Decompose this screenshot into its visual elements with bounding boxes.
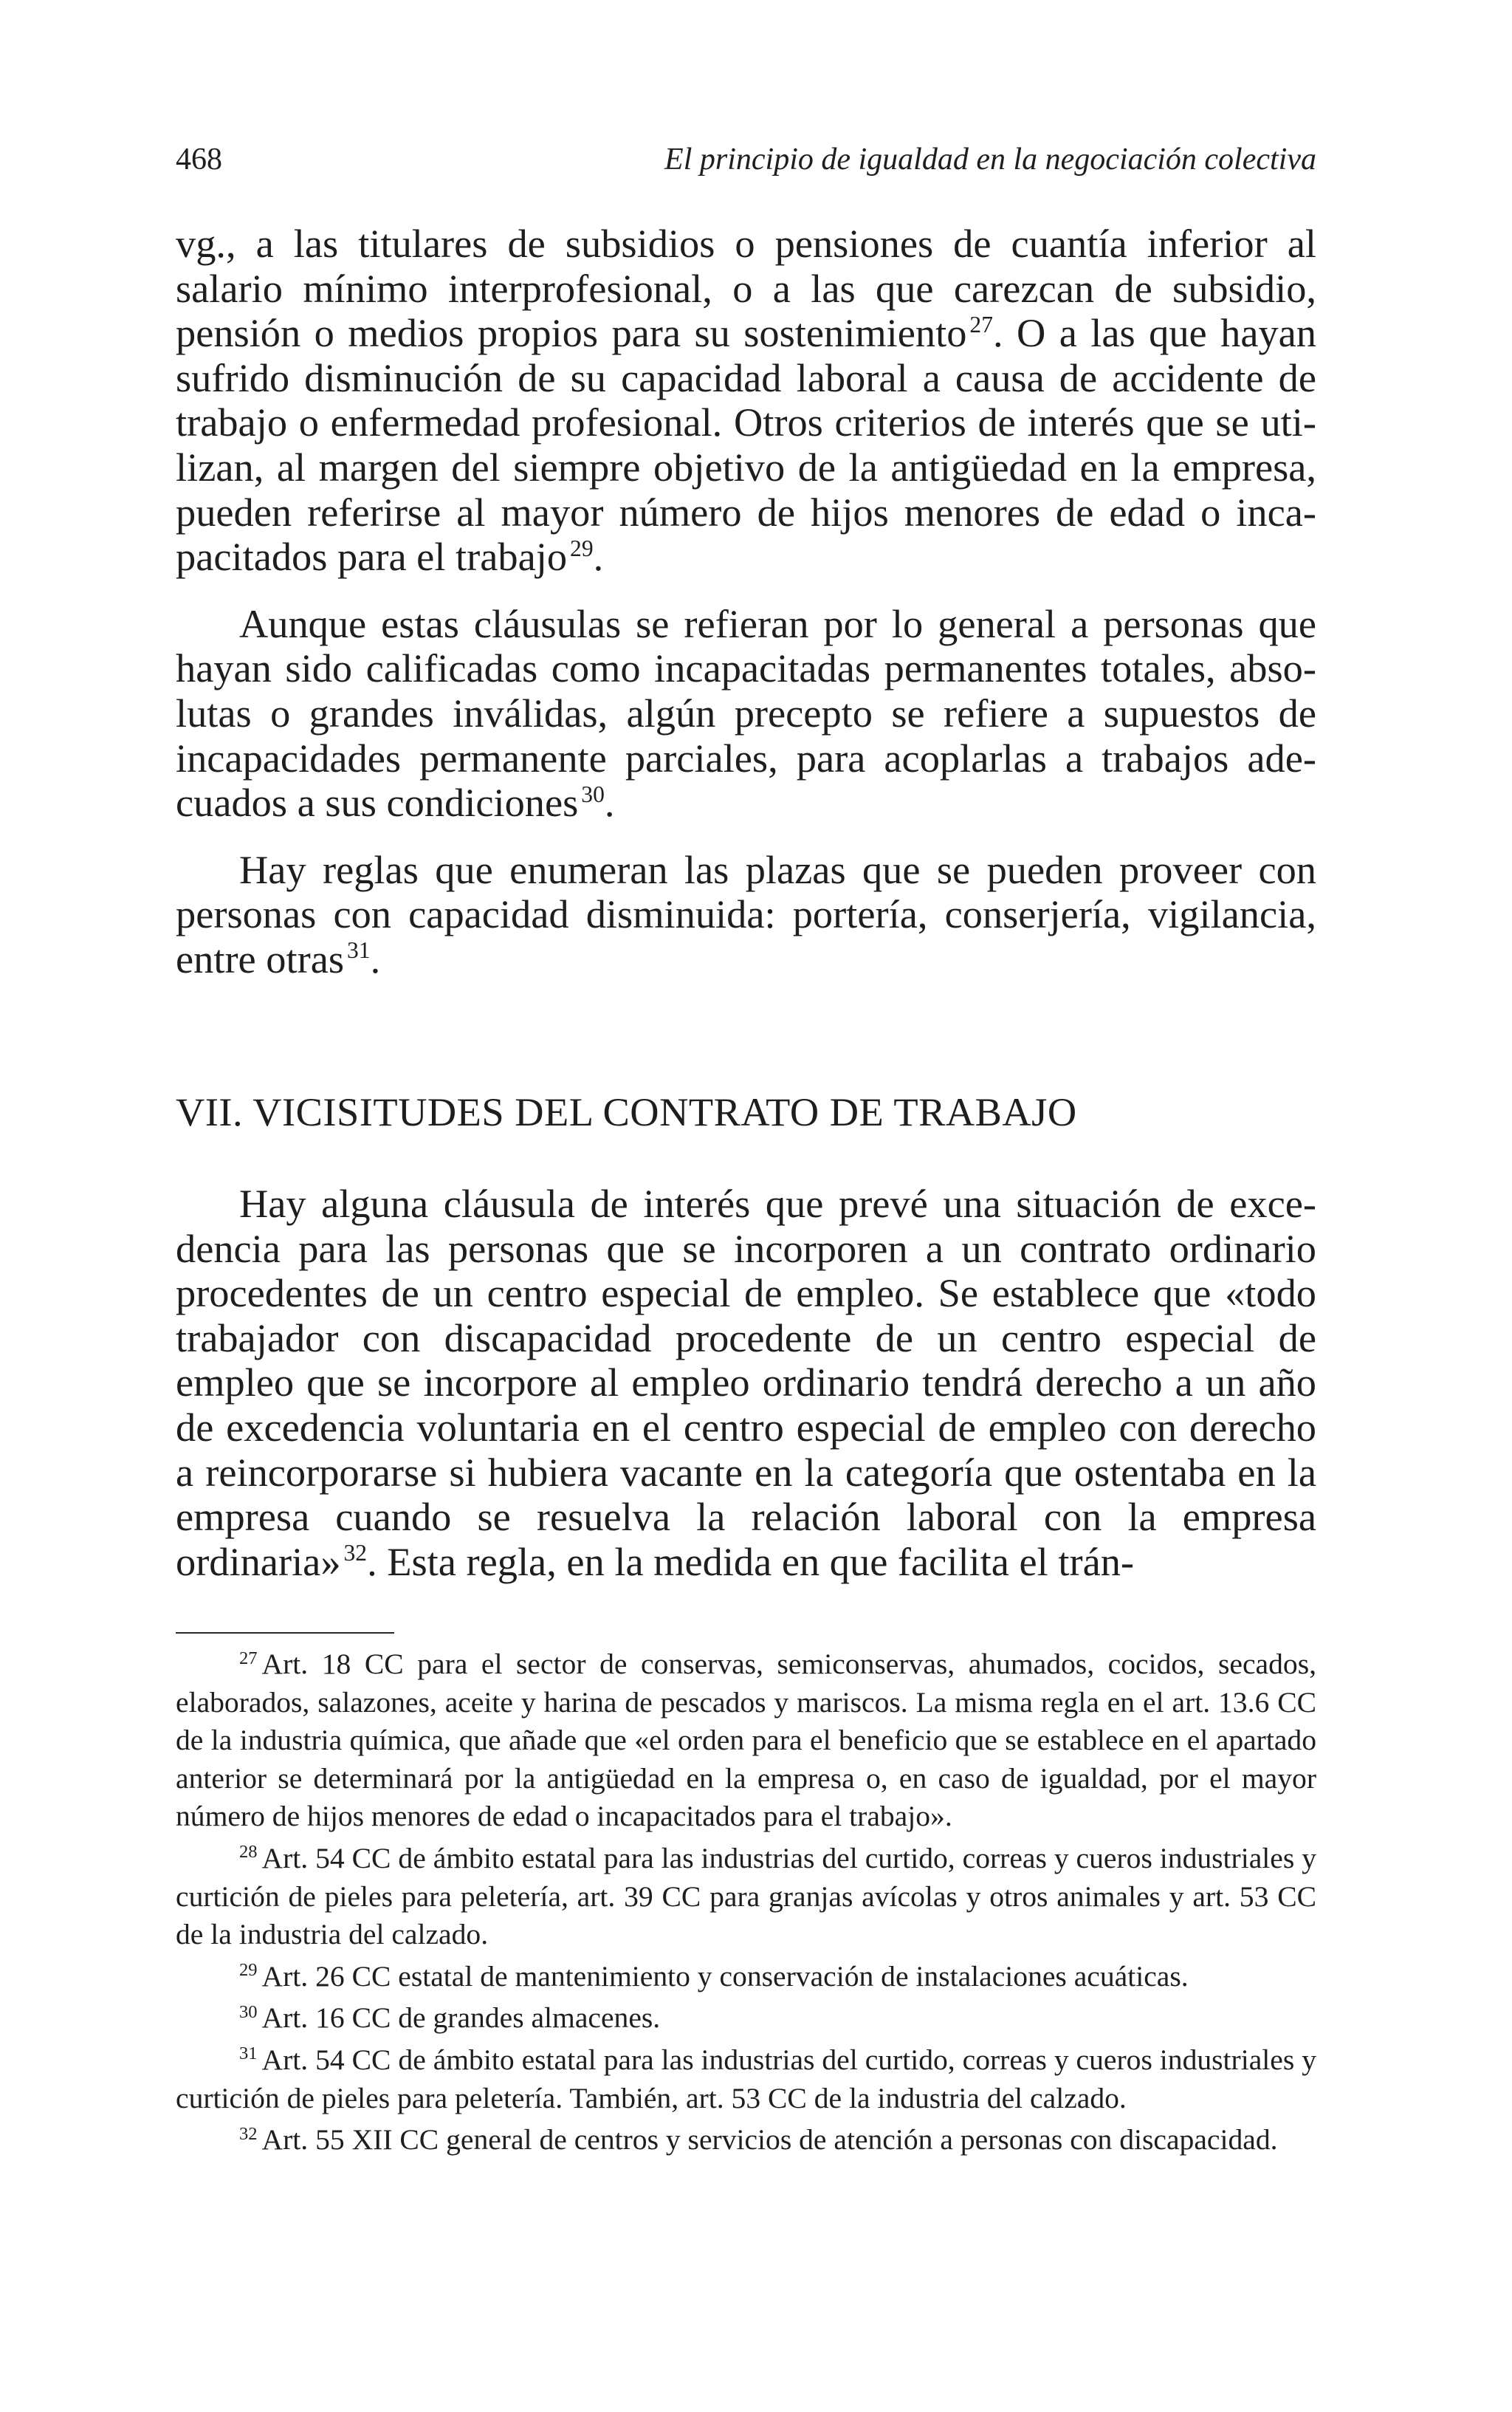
footnote-text: Art. 54 CC de ámbito estatal para las industrias del curtido, correas y cueros industriales y curtición de pieles para peletería, art. 39 CC para granjas avícolas y otros animales y art. 53 CC de la industria del calzado.: [176, 1841, 1316, 1951]
footnote-text: Art. 26 CC estatal de mantenimiento y conservación de instalaciones acuáticas.: [261, 1959, 1189, 1993]
footnote-number: 29: [239, 1960, 258, 1981]
paragraph-3: [176, 848, 1316, 982]
body-text-section: [176, 1182, 1316, 1584]
footnote-text: Art. 18 CC para el sector de conservas, semiconservas, ahumados, cocidos, secados, elaborados, salazones, aceite y harina de pescados y mariscos. La misma regla en el art. 13.6 CC de la industria química, que añade que «el orden para el beneficio que se establece en el apartado anterior se determinará por la antigüedad en la empresa o, en caso de igualdad, por el mayor número de hijos menores de edad o incapacitados para el trabajo».: [176, 1648, 1316, 1833]
paragraph-text: . Esta regla, en la medida en que facilita el trán-: [367, 1539, 1135, 1584]
footnote-text: Art. 16 CC de grandes almacenes.: [261, 2001, 661, 2035]
footnote-ref-30: 30: [581, 781, 605, 807]
paragraph-2: [176, 602, 1316, 826]
footnote-text: Art. 55 XII CC general de centros y servicios de atención a personas con discapacidad.: [261, 2123, 1278, 2156]
footnote-number: 31: [239, 2043, 258, 2064]
footnote-text: Art. 54 CC de ámbito estatal para las industrias del curtido, correas y cueros industriales y curtición de pieles para peletería. También, art. 53 CC de la industria del calzado.: [176, 2043, 1316, 2114]
footnote-ref-27: 27: [969, 311, 993, 338]
paragraph-text: .: [593, 535, 604, 580]
paragraph-text: . O a las que hayan sufrido disminución de su capacidad laboral a causa de accidente de trabajo o enfermedad profesional. Otros criterios de interés que se utilizan, al margen del siempre objetivo de la antigüedad en la empresa, pueden referirse al mayor número de hijos menores de edad o incapacitados para el trabajo: [176, 311, 1316, 580]
paragraph-text: .: [370, 936, 381, 981]
footnote-30: [176, 1999, 1316, 2038]
footnote-number: 27: [239, 1648, 258, 1668]
paragraph-text: vg., a las titulares de subsidios o pensiones de cuantía inferior al salario mínimo interprofesional, o a las que carezcan de subsidio, pensión o medios propios para su sostenimiento: [176, 222, 1316, 356]
footnote-32: [176, 2121, 1316, 2159]
footnote-29: [176, 1958, 1316, 1996]
paragraph-text: Aunque estas cláusulas se refieran por lo general a personas que hayan sido calificadas como incapacitadas permanentes totales, absolutas o grandes inválidas, algún precepto se refiere a supuestos de incapacidades permanente parciales, para acoplarlas a trabajos adecuados a sus condiciones: [176, 601, 1316, 826]
section-heading: VII. VICISITUDES DEL CONTRATO DE TRABAJO: [176, 1090, 1077, 1134]
section-paragraph: [176, 1182, 1316, 1584]
footnote-number: 32: [239, 2123, 258, 2144]
paragraph-text: Hay reglas que enumeran las plazas que se pueden proveer con personas con capacidad disminuida: portería, conserjería, vigilancia, entre otras: [176, 847, 1316, 981]
footnote-27: [176, 1645, 1316, 1836]
body-text-top: [176, 222, 1316, 982]
paragraph-text: Hay alguna cláusula de interés que prevé una situación de excedencia para las personas que se incorporen a un contrato ordinario procedentes de un centro especial de empleo. Se establece que «todo trabajador con discapacidad procedente de un centro especial de empleo que se incorpore al empleo ordinario tendrá derecho a un año de excedencia voluntaria en el centro especial de empleo con derecho a reincorporarse si hubiera vacante en la categoría que ostentaba en la empresa cuando se resuelva la relación laboral con la empresa ordinaria»: [176, 1182, 1316, 1584]
footnote-number: 30: [239, 2001, 258, 2022]
footnotes: [176, 1645, 1316, 2159]
footnote-28: [176, 1840, 1316, 1954]
footnote-number: 28: [239, 1842, 258, 1863]
footnote-ref-32: 32: [343, 1540, 368, 1566]
footnote-separator: [176, 1632, 394, 1634]
footnote-31: [176, 2041, 1316, 2117]
running-title: El principio de igualdad en la negociación colectiva: [664, 143, 1316, 177]
page-number: 468: [176, 143, 222, 177]
footnote-ref-29: 29: [570, 535, 594, 561]
footnote-ref-31: 31: [347, 937, 371, 964]
page-header: [176, 137, 1316, 182]
paragraph-text: .: [604, 781, 615, 826]
paragraph-1: [176, 222, 1316, 580]
